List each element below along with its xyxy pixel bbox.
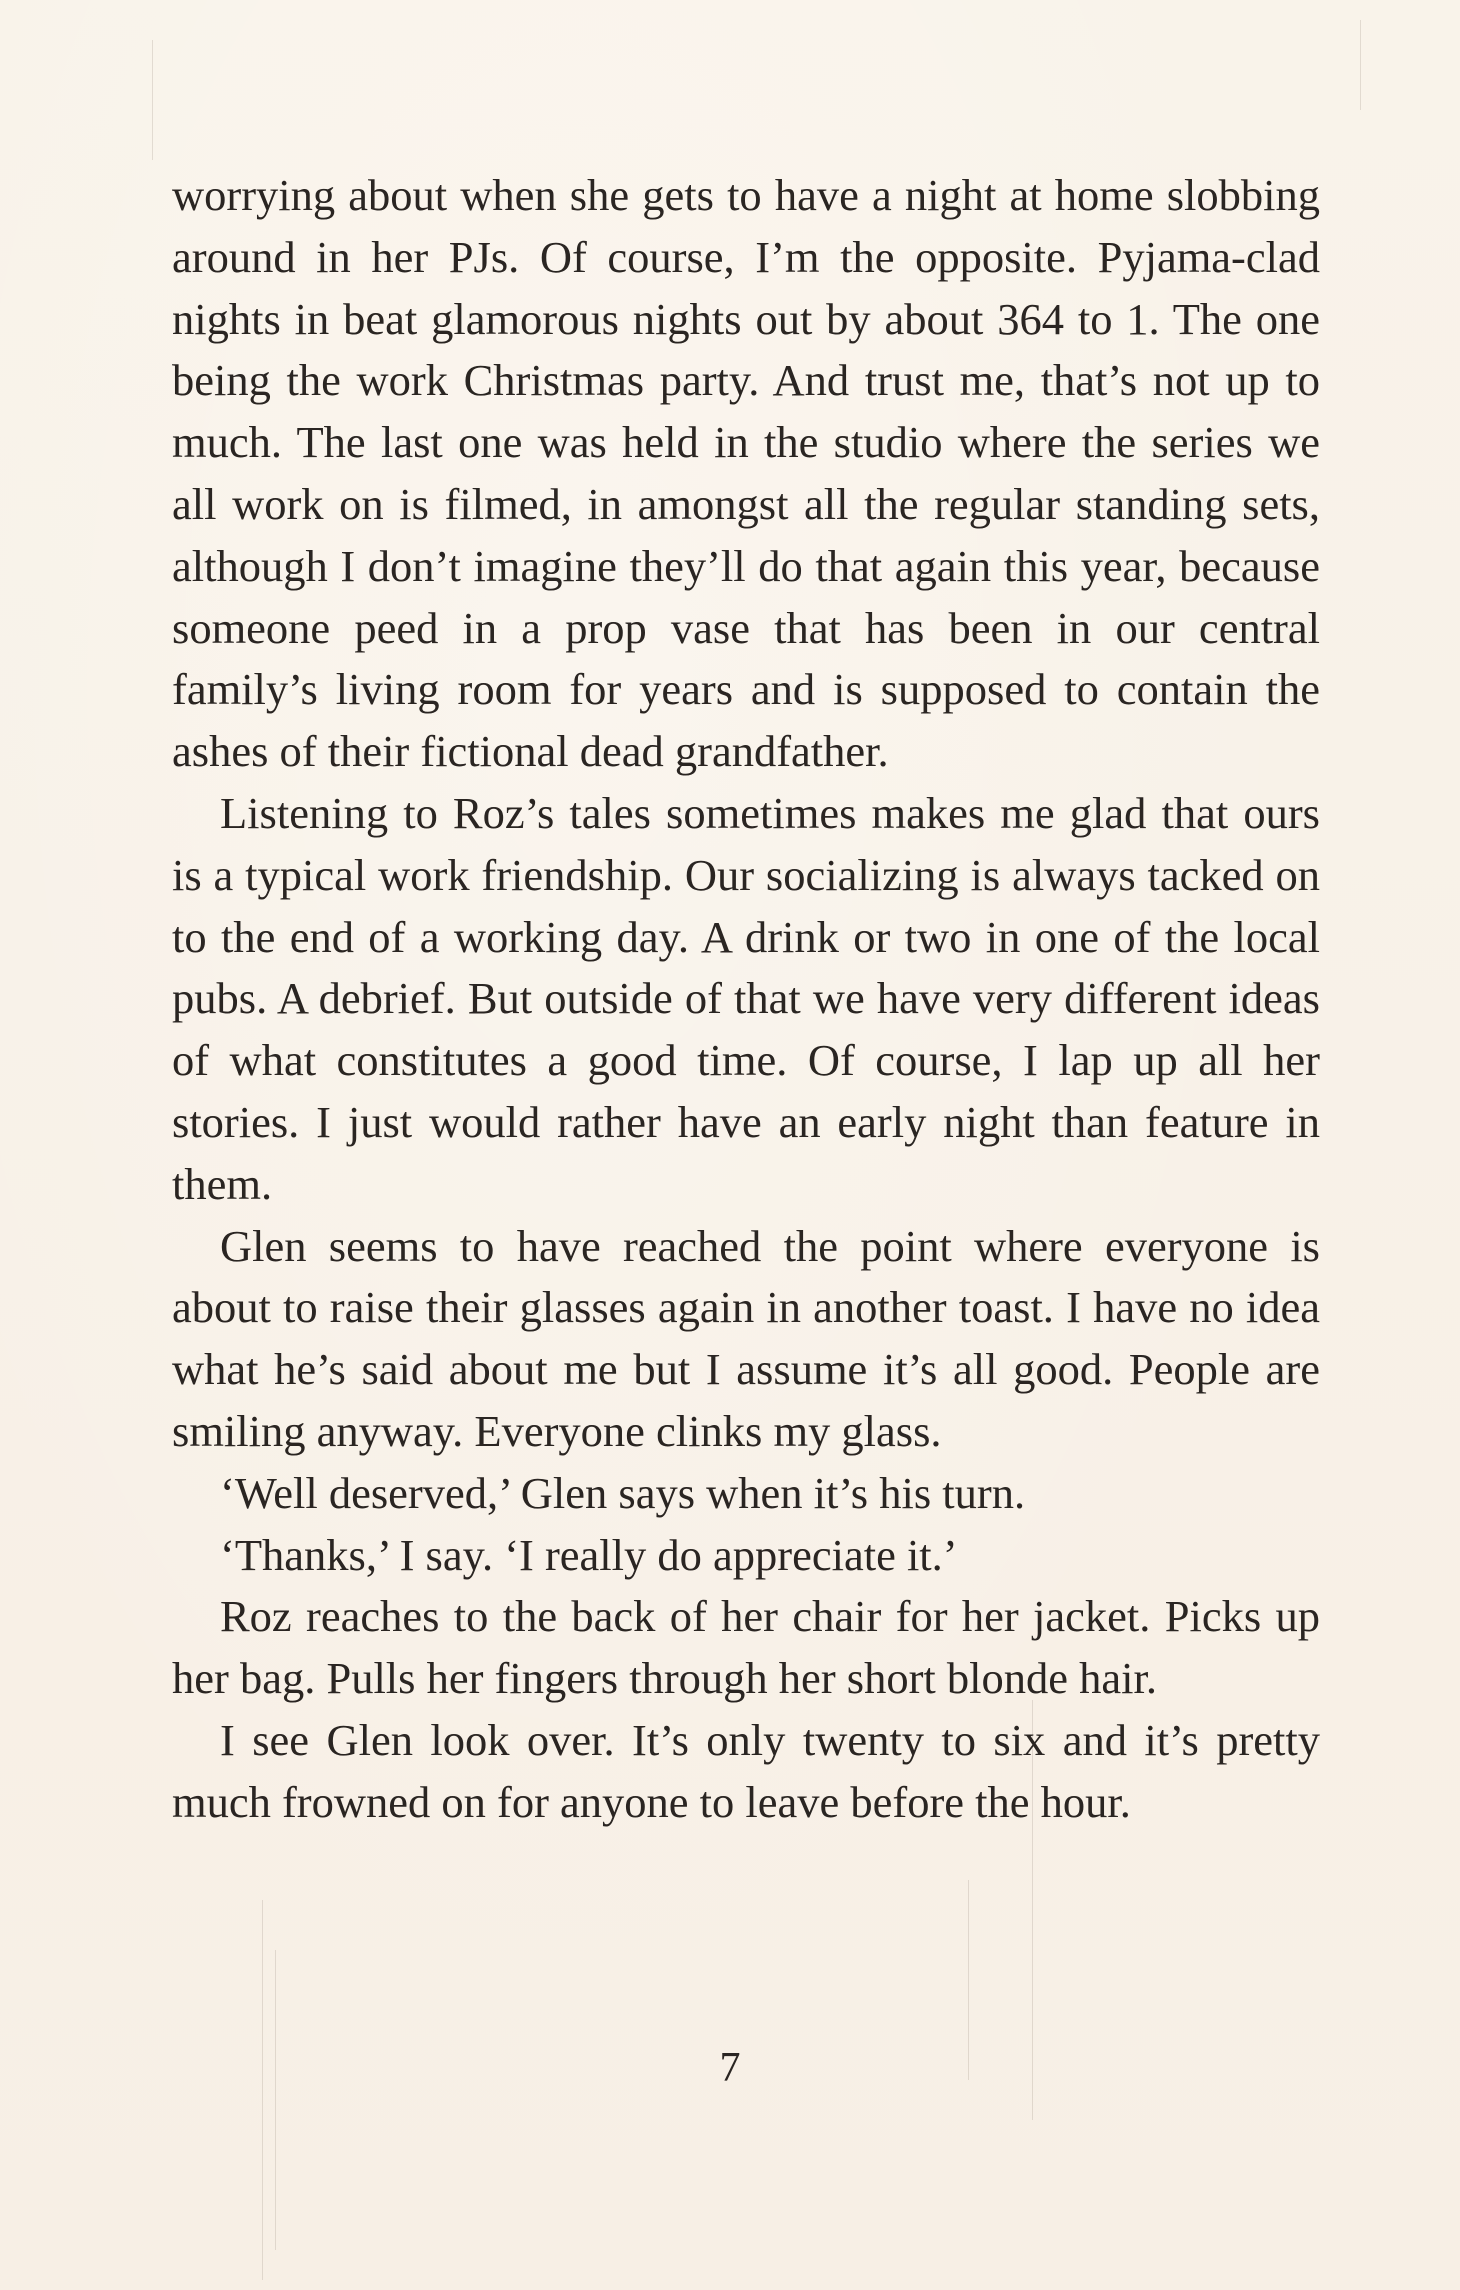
paragraph-7: I see Glen look over. It’s only twenty to six and it’s pretty much frowned on for anyone to leave before the hour. (172, 1714, 1320, 1827)
paragraph-5: ‘Thanks,’ I say. ‘I really do appreciate it.’ (220, 1529, 958, 1580)
page-number: 7 (719, 2045, 741, 2091)
paragraph-4: ‘Well deserved,’ Glen says when it’s his turn. (220, 1467, 1026, 1518)
paragraph-2: Listening to Roz’s tales sometimes makes me glad that ours is a typical work friendship. Our socializing is always tacked on to the end of a working day. A drink or two in one of the local pubs. A debrief. But outside of that we have very different ideas of what constitutes a good time. Of course, I lap up all her stories. I just would rather have an early night than feature in them. (172, 787, 1320, 1209)
paragraph-1: worrying about when she gets to have a night at home slobbing around in her PJs. Of course, I’m the opposite. Pyjama-clad nights in beat glamorous nights out by about 364 to 1. The one being the work Christmas party. And trust me, that’s not up to much. The last one was held in the studio where the series we all work on is filmed, in amongst all the regular standing sets, although I don’t imagine they’ll do that again this year, because someone peed in a prop vase that has been in our central family’s living room for years and is supposed to contain the ashes of their fictional dead grandfather. (172, 170, 1320, 777)
paragraph-6: Roz reaches to the back of her chair for her jacket. Picks up her bag. Pulls her fingers through her short blonde hair. (172, 1591, 1320, 1704)
paper-texture-line (152, 40, 153, 160)
paragraph-3: Glen seems to have reached the point where everyone is about to raise their glasses again in another toast. I have no idea what he’s said about me but I assume it’s all good. People are smiling anyway. Everyone clinks my glass. (172, 1220, 1320, 1456)
body-text (172, 165, 1320, 1834)
paper-texture-line (1360, 20, 1361, 110)
paper-texture-line (275, 1950, 276, 2250)
